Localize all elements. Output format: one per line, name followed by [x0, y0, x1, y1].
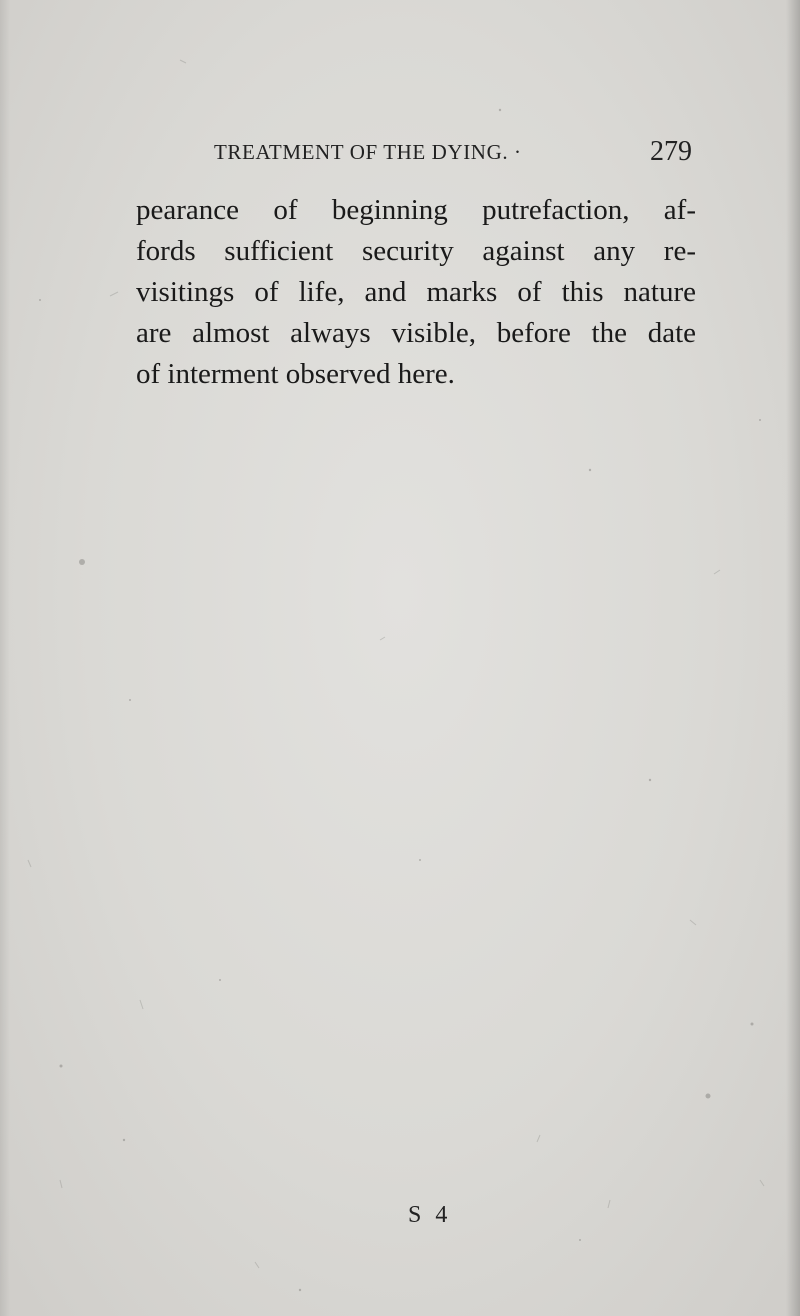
- text-line: fords sufficient security against any re-: [136, 235, 696, 267]
- signature-mark: S 4: [408, 1202, 452, 1228]
- body-paragraph: [136, 190, 696, 395]
- text-line: of interment observed here.: [136, 358, 455, 390]
- page-number: 279: [650, 136, 692, 167]
- text-line: visitings of life, and marks of this nature: [136, 276, 696, 308]
- running-title: TREATMENT OF THE DYING. ·: [214, 140, 522, 164]
- text-line: are almost always visible, before the date: [136, 317, 696, 349]
- running-head: [214, 136, 698, 172]
- text-line: pearance of beginning putrefaction, af-: [136, 194, 696, 226]
